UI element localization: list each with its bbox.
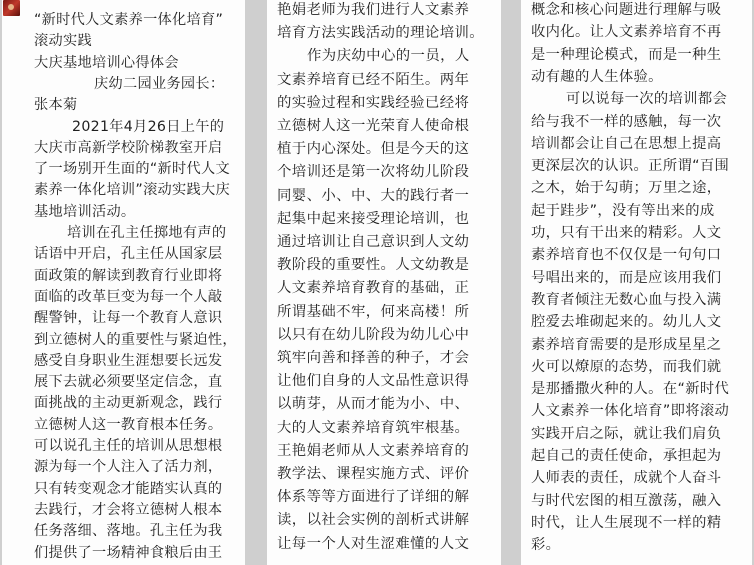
author-avatar-icon (3, 0, 20, 16)
text-line: 培育方法实践活动的理论培训。 (277, 25, 485, 42)
text-line: 展下去就必须要坚定信念，直 (34, 374, 223, 391)
text-line: 教学法、课程实施方式、评价 (277, 466, 470, 482)
text-line: 素养一体化培训”滚动实践大庆 (34, 182, 230, 199)
text-line: 所谓基础不牢，何来高楼！所 (277, 303, 470, 320)
text-line: 人文素养一体化培育”即将滚动 (531, 403, 730, 420)
text-line: 人文素养培育教育的基础，正 (277, 280, 470, 297)
text-line: 个培训还是第一次将幼儿阶段 (277, 164, 470, 181)
text-line: 与时代宏图的相互激荡，融入 (531, 492, 722, 509)
text-line: 读，以社会实例的剖析式讲解 (277, 512, 470, 529)
text-line: 火可以燎原的态势，而我们就 (531, 358, 722, 375)
text-line: 号唱出来的，而是应该用我们 (531, 269, 722, 286)
page-gap-middle-1 (245, 0, 267, 565)
text-line: 培训都会让自己在思想上提高 (531, 135, 722, 152)
text-line: 让他们自身的人文品性意识得 (277, 373, 470, 390)
text-line: 话语中开启，孔主任从国家层 (34, 246, 223, 263)
text-line: 筑牢向善和择善的种子，才会 (277, 350, 470, 366)
text-line: 植于内心深处。但是今天的这 (277, 141, 470, 158)
text-line: 收内化。让人文素养培育不再 (531, 24, 722, 41)
text-line: 2021年4月26日上午的 (72, 118, 225, 135)
text-line: 文素养培育已经不陌生。两年 (277, 71, 470, 88)
article-column-1 (2, 0, 245, 565)
text-line: 可以说孔主任的培训从思想根 (34, 438, 223, 454)
text-line: 素养培育需要的是形成星星之 (531, 336, 722, 353)
text-line: 之木，始于勾萌；万里之途， (531, 180, 722, 197)
text-line: 起于跬步”，没有等出来的成 (531, 202, 715, 219)
article-column-2 (267, 0, 501, 565)
text-line: 庆幼二园业务园长： (94, 75, 225, 92)
text-line: 是一种理论模式，而是一种生 (531, 46, 722, 63)
text-line: 腔爱去堆砌起来的。幼儿人文 (531, 314, 722, 331)
text-line: 们提供了一场精神食粮后由王 (34, 544, 223, 561)
text-line: 滚动实践 (34, 33, 92, 50)
text-line: 是那播撒火种的人。在“新时代 (531, 381, 730, 398)
text-line: 任务落细、落地。孔主任为我 (34, 523, 223, 540)
text-line: 时代，让人生展现不一样的精 (531, 514, 722, 531)
text-line: 张本菊 (34, 97, 78, 114)
text-line: 概念和核心问题进行理解与吸 (531, 2, 722, 18)
text-line: 培训在孔主任掷地有声的 (67, 225, 227, 241)
text-line: “新时代人文素养一体化培育” (34, 12, 224, 28)
text-line: 感受自身职业生涯想要长远发 (34, 352, 223, 369)
text-line: 醒警钟，让每一个教育人意识 (34, 310, 223, 327)
text-line: 彩。 (531, 537, 561, 554)
text-line: 更深层次的认识。正所谓“百围 (531, 158, 730, 175)
text-line: 人师表的责任，成就个人奋斗 (531, 470, 722, 487)
article-column-3 (521, 0, 752, 565)
text-line: 去践行，才会将立德树人根本 (34, 501, 223, 518)
text-line: 教育者倾注无数心血与投入满 (531, 291, 722, 308)
text-line: 大庆基地培训心得体会 (34, 54, 179, 71)
text-line: 源为每一个人注入了活力剂， (34, 459, 223, 476)
text-line: 只有转变观念才能踏实认真的 (34, 480, 223, 497)
text-line: 艳娟老师为我们进行人文素养 (277, 2, 470, 18)
text-line: 给与我不一样的感触，每一次 (531, 113, 722, 130)
text-line: 以萌芽，从而才能为小、中、 (277, 396, 470, 413)
text-line: 起集中起来接受理论培训，也 (277, 210, 470, 227)
page-gap-middle-2 (501, 0, 521, 565)
text-line: 通过培训让自己意识到人文幼 (277, 234, 470, 250)
text-line: 的实验过程和实践经验已经将 (277, 94, 470, 111)
text-line: 面政策的解读到教育行业即将 (34, 267, 223, 284)
text-line: 实践开启之际，就让我们肩负 (531, 425, 722, 442)
text-line: 教阶段的重要性。人文幼教是 (277, 257, 470, 274)
text-line: 立德树人这一教育根本任务。 (34, 416, 223, 433)
text-line: 大庆市高新学校阶梯教室开启 (34, 139, 223, 156)
text-line: 了一场别开生面的“新时代人文 (34, 161, 230, 178)
text-line: 到立德树人的重要性与紧迫性， (34, 331, 237, 348)
text-line: 面临的改革巨变为每一个人敲 (34, 288, 223, 305)
text-line: 可以说每一次的培训都会 (566, 91, 728, 108)
text-line: 面挑战的主动更新观念，践行 (34, 395, 223, 412)
text-line: 以只有在幼儿阶段为幼儿心中 (277, 326, 470, 343)
text-line: 大的人文素养培育筑牢根基。 (277, 419, 470, 436)
text-line: 起自己的责任使命，承担起为 (531, 448, 722, 464)
text-line: 同婴、小、中、大的践行者一 (277, 187, 470, 204)
text-line: 体系等等方面进行了详细的解 (277, 489, 470, 506)
text-line: 动有趣的人生体验。 (531, 68, 663, 85)
text-line: 素养培育也不仅仅是一句句口 (531, 247, 722, 264)
text-line: 作为庆幼中心的一员，人 (307, 48, 470, 65)
text-line: 基地培训活动。 (34, 203, 136, 220)
text-line: 让每一个人对生涩难懂的人文 (277, 535, 470, 552)
text-line: 王艳娟老师从人文素养培育的 (277, 442, 470, 459)
text-line: 立德树人这一光荣育人使命根 (277, 118, 470, 134)
text-line: 功，只有干出来的精彩。人文 (531, 225, 722, 241)
